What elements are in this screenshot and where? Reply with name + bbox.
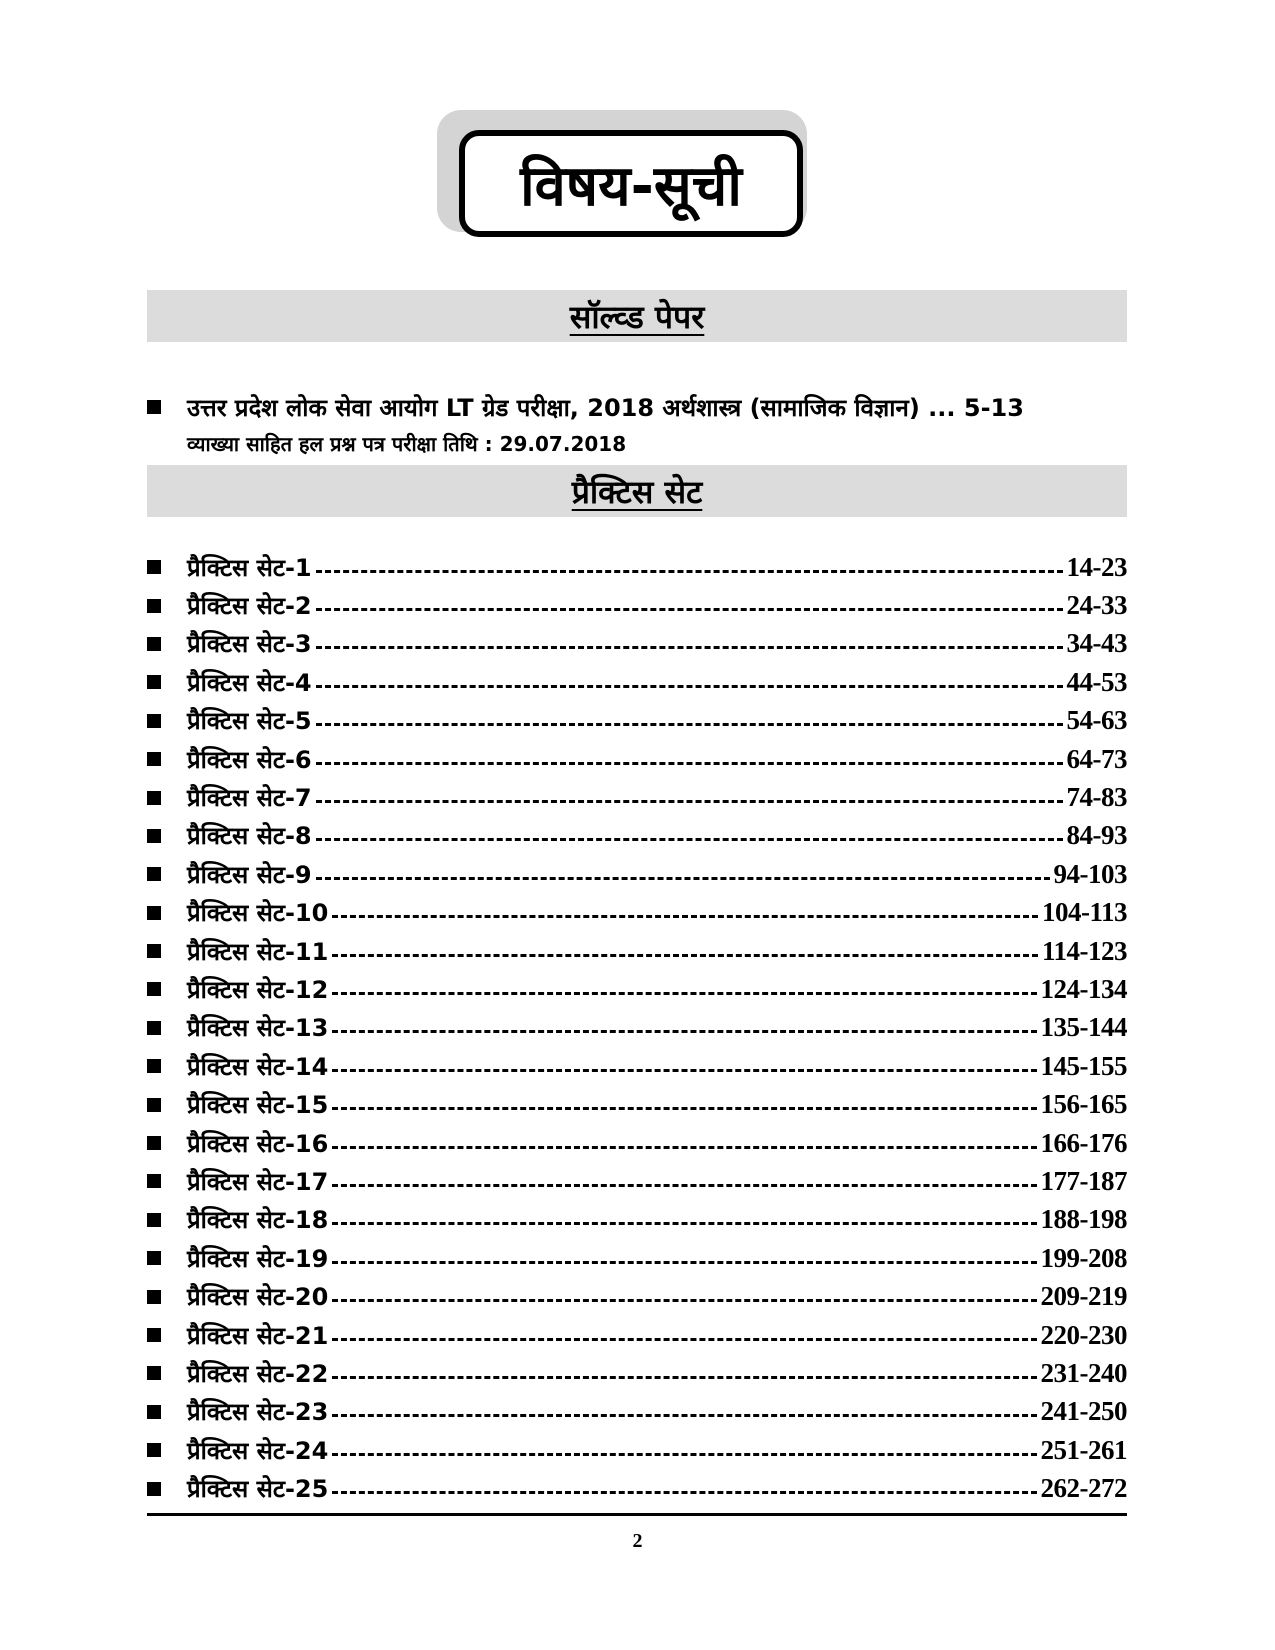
toc-label: प्रैक्टिस सेट-2	[187, 592, 312, 621]
toc-row	[147, 1354, 1127, 1392]
dash-leader	[316, 685, 1063, 688]
dash-leader	[332, 1184, 1036, 1187]
dash-leader	[332, 1338, 1036, 1341]
toc-label: प्रैक्टिस सेट-10	[187, 899, 329, 928]
toc-label: प्रैक्टिस सेट-25	[187, 1475, 329, 1504]
toc-label: प्रैक्टिस सेट-7	[187, 784, 312, 813]
square-bullet-icon	[147, 1174, 161, 1188]
toc-page-range: 14-23	[1066, 551, 1127, 582]
toc-page-range: 251-261	[1040, 1434, 1127, 1465]
toc-page-range: 241-250	[1040, 1396, 1127, 1427]
toc-label: प्रैक्टिस सेट-8	[187, 822, 312, 851]
toc-label: प्रैक्टिस सेट-23	[187, 1398, 329, 1427]
toc-label: प्रैक्टिस सेट-13	[187, 1014, 329, 1043]
toc-row	[147, 1085, 1127, 1123]
square-bullet-icon	[147, 637, 161, 651]
dash-leader	[332, 1030, 1036, 1033]
square-bullet-icon	[147, 906, 161, 920]
toc-page-range: 54-63	[1066, 705, 1127, 736]
dash-leader	[332, 1222, 1036, 1225]
square-bullet-icon	[147, 1328, 161, 1342]
page-title: विषय-सूची	[459, 130, 803, 237]
square-bullet-icon	[147, 791, 161, 805]
toc-label: प्रैक्टिस सेट-9	[187, 860, 312, 889]
square-bullet-icon	[147, 1021, 161, 1035]
square-bullet-icon	[147, 1366, 161, 1380]
toc-page-range: 177-187	[1040, 1165, 1127, 1196]
dash-leader	[332, 1491, 1036, 1494]
practice-set-list	[147, 548, 1127, 1508]
solved-paper-heading-band	[147, 290, 1127, 342]
square-bullet-icon	[147, 829, 161, 843]
toc-page-range: 209-219	[1040, 1281, 1127, 1312]
toc-page-range: 84-93	[1066, 820, 1127, 851]
page-number: 2	[632, 1530, 643, 1552]
dash-leader	[332, 1453, 1036, 1456]
toc-label: प्रैक्टिस सेट-15	[187, 1091, 329, 1120]
square-bullet-icon	[147, 1405, 161, 1419]
dash-leader	[332, 954, 1038, 957]
dash-leader	[332, 1261, 1036, 1264]
practice-set-heading: प्रैक्टिस सेट	[571, 472, 703, 511]
toc-row	[147, 1277, 1127, 1315]
dash-leader	[316, 608, 1063, 611]
solved-paper-entry: उत्तर प्रदेश लोक सेवा आयोग LT ग्रेड परीक्षा, 2018 अर्थशास्त्र (सामाजिक विज्ञान) ... 5-13	[187, 394, 1024, 422]
square-bullet-icon	[147, 1098, 161, 1112]
toc-label: प्रैक्टिस सेट-3	[187, 630, 312, 659]
practice-set-heading-band	[147, 465, 1127, 517]
toc-page-range: 262-272	[1040, 1473, 1127, 1504]
toc-label: प्रैक्टिस सेट-5	[187, 707, 312, 736]
dash-leader	[332, 1376, 1036, 1379]
toc-row	[147, 778, 1127, 816]
square-bullet-icon	[147, 675, 161, 689]
dash-leader	[332, 1107, 1036, 1110]
toc-page-range: 188-198	[1040, 1204, 1127, 1235]
toc-label: प्रैक्टिस सेट-4	[187, 668, 312, 697]
square-bullet-icon	[147, 560, 161, 574]
toc-row	[147, 586, 1127, 624]
toc-label: प्रैक्टिस सेट-19	[187, 1244, 329, 1273]
toc-page-range: 231-240	[1040, 1357, 1127, 1388]
toc-row	[147, 894, 1127, 932]
dash-leader	[316, 877, 1050, 880]
toc-page-range: 64-73	[1066, 743, 1127, 774]
square-bullet-icon	[147, 1251, 161, 1265]
toc-label: प्रैक्टिस सेट-24	[187, 1436, 329, 1465]
dash-leader	[332, 1146, 1036, 1149]
dash-leader	[332, 915, 1038, 918]
toc-label: प्रैक्टिस सेट-17	[187, 1167, 329, 1196]
square-bullet-icon	[147, 944, 161, 958]
dash-leader	[316, 800, 1063, 803]
dash-leader	[316, 838, 1063, 841]
dash-leader	[332, 1069, 1036, 1072]
solved-paper-subtitle: व्याख्या साहित हल प्रश्न पत्र परीक्षा तिथि : 29.07.2018	[187, 432, 627, 456]
toc-row	[147, 1431, 1127, 1469]
toc-label: प्रैक्टिस सेट-22	[187, 1359, 329, 1388]
toc-page-range: 44-53	[1066, 666, 1127, 697]
toc-row	[147, 740, 1127, 778]
toc-row	[147, 817, 1127, 855]
dash-leader	[316, 762, 1063, 765]
toc-page-range: 124-134	[1040, 973, 1127, 1004]
square-bullet-icon	[147, 867, 161, 881]
toc-row	[147, 625, 1127, 663]
square-bullet-icon	[147, 752, 161, 766]
toc-row	[147, 932, 1127, 970]
toc-page-range: 34-43	[1066, 628, 1127, 659]
toc-row	[147, 1201, 1127, 1239]
toc-row	[147, 663, 1127, 701]
toc-row	[147, 1239, 1127, 1277]
toc-label: प्रैक्टिस सेट-16	[187, 1129, 329, 1158]
toc-row	[147, 855, 1127, 893]
dash-leader	[332, 1299, 1036, 1302]
toc-row	[147, 1469, 1127, 1507]
square-bullet-icon	[147, 1290, 161, 1304]
toc-page-range: 94-103	[1053, 858, 1127, 889]
toc-label: प्रैक्टिस सेट-14	[187, 1052, 329, 1081]
dash-leader	[332, 992, 1036, 995]
toc-page-range: 220-230	[1040, 1319, 1127, 1350]
dash-leader	[332, 1414, 1036, 1417]
toc-label: प्रैक्टिस सेट-1	[187, 553, 312, 582]
toc-label: प्रैक्टिस सेट-21	[187, 1321, 329, 1350]
toc-page-range: 24-33	[1066, 590, 1127, 621]
toc-row	[147, 1393, 1127, 1431]
toc-page-range: 135-144	[1040, 1012, 1127, 1043]
toc-label: प्रैक्टिस सेट-6	[187, 745, 312, 774]
square-bullet-icon	[147, 400, 161, 414]
square-bullet-icon	[147, 1443, 161, 1457]
title-frame	[443, 116, 833, 256]
toc-label: प्रैक्टिस सेट-12	[187, 975, 329, 1004]
dash-leader	[316, 723, 1063, 726]
toc-page-range: 166-176	[1040, 1127, 1127, 1158]
toc-row	[147, 1047, 1127, 1085]
toc-row	[147, 702, 1127, 740]
dash-leader	[316, 646, 1063, 649]
dash-leader	[316, 570, 1063, 573]
square-bullet-icon	[147, 1213, 161, 1227]
toc-label: प्रैक्टिस सेट-18	[187, 1206, 329, 1235]
footer-rule	[147, 1513, 1127, 1516]
toc-row	[147, 1162, 1127, 1200]
toc-page-range: 74-83	[1066, 782, 1127, 813]
toc-row	[147, 548, 1127, 586]
toc-page-range: 114-123	[1041, 935, 1127, 966]
toc-label: प्रैक्टिस सेट-11	[187, 937, 329, 966]
toc-row	[147, 1316, 1127, 1354]
toc-row	[147, 1124, 1127, 1162]
toc-page-range: 156-165	[1040, 1089, 1127, 1120]
solved-paper-heading: सॉल्व्ड पेपर	[569, 297, 705, 336]
square-bullet-icon	[147, 982, 161, 996]
toc-page-range: 199-208	[1040, 1242, 1127, 1273]
square-bullet-icon	[147, 1136, 161, 1150]
toc-page-range: 104-113	[1041, 897, 1127, 928]
toc-label: प्रैक्टिस सेट-20	[187, 1283, 329, 1312]
toc-row	[147, 1009, 1127, 1047]
square-bullet-icon	[147, 714, 161, 728]
toc-row	[147, 970, 1127, 1008]
square-bullet-icon	[147, 599, 161, 613]
square-bullet-icon	[147, 1482, 161, 1496]
toc-page-range: 145-155	[1040, 1050, 1127, 1081]
square-bullet-icon	[147, 1059, 161, 1073]
